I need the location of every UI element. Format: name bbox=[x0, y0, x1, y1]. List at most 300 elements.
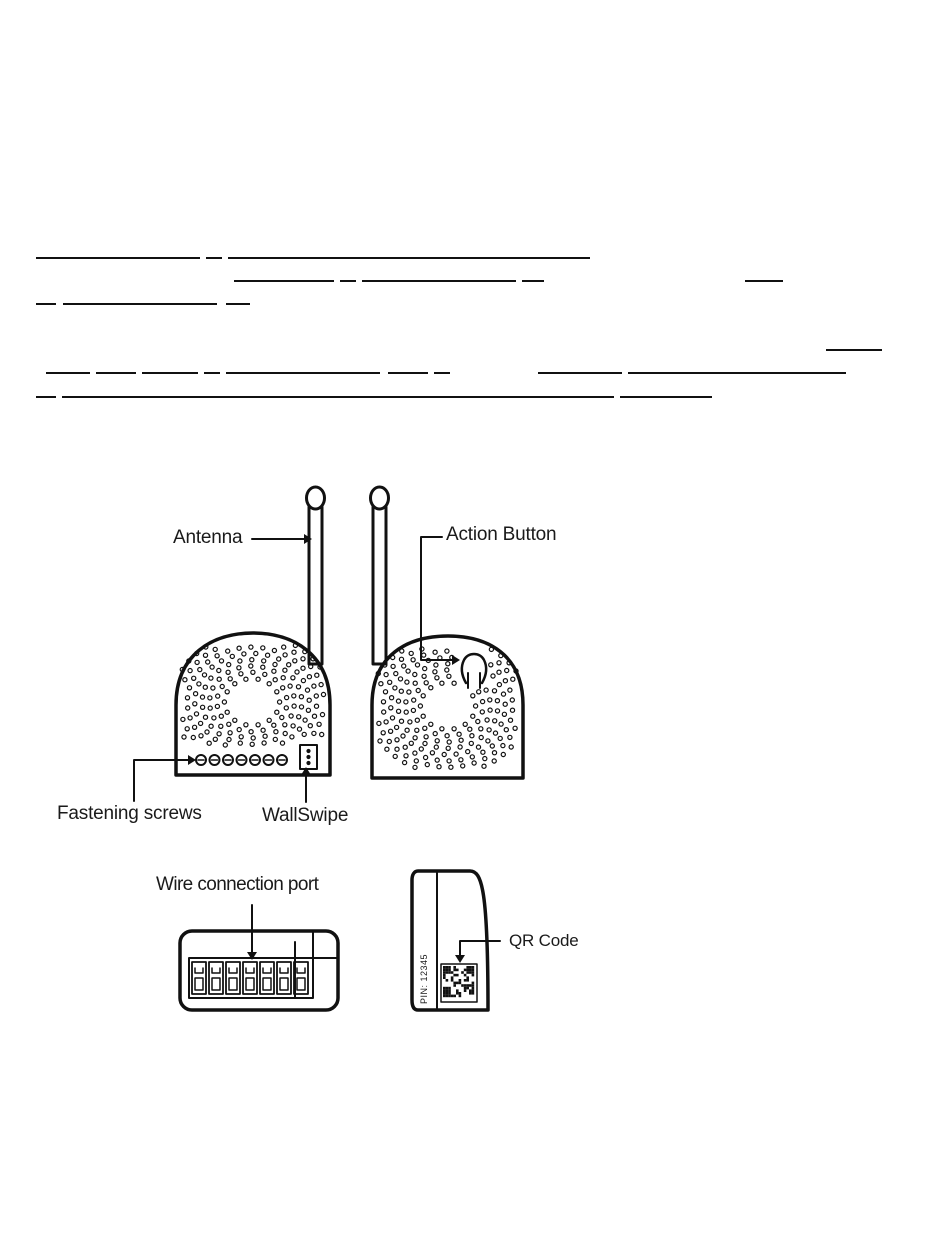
antenna-tip-left bbox=[307, 487, 325, 509]
speaker-dot bbox=[301, 679, 305, 683]
speaker-dot bbox=[405, 728, 409, 732]
qr-module bbox=[472, 992, 475, 995]
speaker-dot bbox=[422, 674, 426, 678]
speaker-dot bbox=[488, 708, 492, 712]
speaker-dot bbox=[215, 704, 219, 708]
speaker-dot bbox=[381, 731, 385, 735]
qr-module bbox=[453, 969, 456, 972]
speaker-dot bbox=[320, 713, 324, 717]
speaker-dot bbox=[470, 755, 474, 759]
speaker-dot bbox=[393, 686, 397, 690]
speaker-dot bbox=[423, 741, 427, 745]
qr-module bbox=[459, 979, 462, 982]
speaker-dot bbox=[267, 682, 271, 686]
pin-label: PIN: 12345 bbox=[419, 953, 429, 1004]
speaker-dot bbox=[479, 735, 483, 739]
speaker-dot bbox=[384, 720, 388, 724]
qr-module bbox=[472, 971, 475, 974]
speaker-dot bbox=[321, 692, 325, 696]
speaker-dot bbox=[226, 649, 230, 653]
qr-module bbox=[453, 982, 456, 985]
qr-module bbox=[456, 969, 459, 972]
speaker-dot bbox=[470, 734, 474, 738]
speaker-dot bbox=[409, 741, 413, 745]
terminal-screw bbox=[195, 978, 203, 990]
terminal-screw bbox=[246, 978, 254, 990]
speaker-dot bbox=[403, 745, 407, 749]
speaker-dot bbox=[400, 649, 404, 653]
qr-module bbox=[446, 969, 449, 972]
speaker-dot bbox=[442, 752, 446, 756]
qr-module bbox=[453, 984, 456, 987]
speaker-dot bbox=[447, 759, 451, 763]
speaker-dot bbox=[482, 764, 486, 768]
qr-module bbox=[443, 995, 446, 998]
speaker-dot bbox=[237, 666, 241, 670]
terminal-screw bbox=[212, 978, 220, 990]
speaker-dot bbox=[274, 730, 278, 734]
speaker-dot bbox=[415, 718, 419, 722]
speaker-dot bbox=[220, 684, 224, 688]
speaker-dot bbox=[501, 744, 505, 748]
qr-module bbox=[443, 966, 446, 969]
speaker-dot bbox=[504, 728, 508, 732]
qr-module bbox=[456, 992, 459, 995]
speaker-dot bbox=[213, 737, 217, 741]
wallswipe-pins bbox=[307, 749, 310, 764]
qr-module bbox=[466, 976, 469, 979]
speaker-dot bbox=[390, 716, 394, 720]
terminal-slot bbox=[263, 968, 271, 973]
qr-module bbox=[443, 976, 446, 979]
speaker-dot bbox=[487, 728, 491, 732]
speaker-dot bbox=[452, 681, 456, 685]
qr-module bbox=[472, 989, 475, 992]
speaker-dot bbox=[510, 698, 514, 702]
speaker-dot bbox=[188, 669, 192, 673]
pin bbox=[307, 749, 310, 752]
speaker-dot bbox=[212, 716, 216, 720]
speaker-dot bbox=[182, 735, 186, 739]
speaker-dot bbox=[301, 657, 305, 661]
speaker-dot bbox=[193, 702, 197, 706]
speaker-dot bbox=[378, 739, 382, 743]
speaker-dot bbox=[413, 765, 417, 769]
speaker-dot bbox=[209, 724, 213, 728]
speaker-dot bbox=[404, 710, 408, 714]
speaker-dot bbox=[511, 677, 515, 681]
qr-module bbox=[456, 982, 459, 985]
speaker-dot bbox=[429, 722, 433, 726]
speaker-dot bbox=[503, 702, 507, 706]
speaker-dot bbox=[402, 664, 406, 668]
speaker-dot bbox=[290, 735, 294, 739]
speaker-dot bbox=[251, 736, 255, 740]
speaker-dot bbox=[210, 665, 214, 669]
speaker-dot bbox=[399, 657, 403, 661]
qr-module bbox=[464, 987, 467, 990]
speaker-dot bbox=[398, 677, 402, 681]
speaker-dot bbox=[471, 694, 475, 698]
speaker-dot bbox=[423, 726, 427, 730]
speaker-dot bbox=[394, 672, 398, 676]
speaker-dot bbox=[284, 706, 288, 710]
speaker-dot bbox=[476, 745, 480, 749]
speaker-dot bbox=[459, 738, 463, 742]
speaker-dot bbox=[267, 718, 271, 722]
speaker-dot bbox=[440, 681, 444, 685]
speaker-dot bbox=[497, 683, 501, 687]
speaker-dot bbox=[283, 668, 287, 672]
speaker-dot bbox=[413, 736, 417, 740]
qr-module bbox=[443, 971, 446, 974]
speaker-dot bbox=[377, 721, 381, 725]
qr-module bbox=[459, 992, 462, 995]
speaker-dot bbox=[308, 724, 312, 728]
speaker-dot bbox=[250, 658, 254, 662]
speaker-dot bbox=[262, 741, 266, 745]
speaker-dot bbox=[472, 761, 476, 765]
speaker-dot bbox=[388, 680, 392, 684]
speaker-dot bbox=[434, 745, 438, 749]
speaker-dot bbox=[192, 676, 196, 680]
speaker-dot bbox=[445, 649, 449, 653]
speaker-dot bbox=[181, 717, 185, 721]
qr-module bbox=[451, 971, 454, 974]
speaker-dot bbox=[391, 655, 395, 659]
speaker-dot bbox=[408, 720, 412, 724]
qr-module bbox=[453, 974, 456, 977]
speaker-dot bbox=[505, 668, 509, 672]
speaker-dot bbox=[383, 690, 387, 694]
qr-module bbox=[453, 966, 456, 969]
terminal-screw bbox=[280, 978, 288, 990]
speaker-dot bbox=[203, 685, 207, 689]
speaker-dot bbox=[278, 700, 282, 704]
speaker-dot bbox=[209, 676, 213, 680]
speaker-dot bbox=[283, 723, 287, 727]
speaker-dot bbox=[293, 659, 297, 663]
speaker-dot bbox=[446, 746, 450, 750]
speaker-dot bbox=[228, 731, 232, 735]
speaker-dot bbox=[217, 732, 221, 736]
speaker-dot bbox=[315, 673, 319, 677]
speaker-dot bbox=[205, 730, 209, 734]
qr-module bbox=[448, 995, 451, 998]
speaker-dot bbox=[295, 670, 299, 674]
speaker-dot bbox=[238, 741, 242, 745]
speaker-dot bbox=[194, 692, 198, 696]
speaker-dot bbox=[283, 731, 287, 735]
speaker-dot bbox=[508, 688, 512, 692]
speaker-dot bbox=[409, 651, 413, 655]
speaker-dot bbox=[250, 742, 254, 746]
speaker-dot bbox=[488, 698, 492, 702]
speaker-dot bbox=[292, 650, 296, 654]
speaker-dot bbox=[256, 677, 260, 681]
qr-module bbox=[472, 982, 475, 985]
speaker-dot bbox=[197, 682, 201, 686]
speaker-dot bbox=[422, 653, 426, 657]
speaker-dot bbox=[191, 735, 195, 739]
qr-module bbox=[472, 969, 475, 972]
speaker-dot bbox=[508, 735, 512, 739]
pin bbox=[307, 755, 310, 758]
speaker-dot bbox=[508, 718, 512, 722]
speaker-dot bbox=[263, 734, 267, 738]
speaker-dot bbox=[393, 754, 397, 758]
qr-module bbox=[464, 984, 467, 987]
qr-module bbox=[443, 987, 446, 990]
action-button-label: Action Button bbox=[446, 524, 557, 545]
qr-module bbox=[469, 966, 472, 969]
speaker-dot bbox=[289, 714, 293, 718]
antenna-wire-right bbox=[373, 507, 386, 664]
speaker-dot bbox=[227, 663, 231, 667]
speaker-dot bbox=[404, 700, 408, 704]
speaker-dot bbox=[503, 679, 507, 683]
speaker-dot bbox=[474, 704, 478, 708]
speaker-dot bbox=[225, 690, 229, 694]
speaker-dot bbox=[480, 710, 484, 714]
qr-module bbox=[443, 989, 446, 992]
speaker-dot bbox=[414, 759, 418, 763]
speaker-dot bbox=[206, 660, 210, 664]
speaker-dot bbox=[437, 765, 441, 769]
speaker-dot bbox=[320, 732, 324, 736]
front-speaker-dots bbox=[180, 643, 325, 747]
speaker-dot bbox=[461, 764, 465, 768]
speaker-dot bbox=[433, 650, 437, 654]
qr-module bbox=[443, 992, 446, 995]
speaker-dot bbox=[239, 672, 243, 676]
speaker-dot bbox=[399, 689, 403, 693]
pin bbox=[307, 761, 310, 764]
speaker-dot bbox=[297, 715, 301, 719]
qr-module bbox=[472, 984, 475, 987]
speaker-dot bbox=[485, 718, 489, 722]
speaker-dot bbox=[275, 690, 279, 694]
speaker-dot bbox=[424, 755, 428, 759]
speaker-dot bbox=[292, 704, 296, 708]
qr-module bbox=[459, 995, 462, 998]
speaker-dot bbox=[484, 688, 488, 692]
fastening-screws bbox=[196, 755, 287, 765]
speaker-dot bbox=[498, 736, 502, 740]
speaker-dot bbox=[381, 700, 385, 704]
speaker-dot bbox=[213, 647, 217, 651]
qr-module bbox=[466, 984, 469, 987]
speaker-dot bbox=[395, 738, 399, 742]
speaker-dot bbox=[404, 754, 408, 758]
speaker-dot bbox=[185, 696, 189, 700]
qr-module bbox=[446, 992, 449, 995]
wire-terminals bbox=[192, 962, 308, 994]
speaker-dot bbox=[244, 723, 248, 727]
speaker-dot bbox=[273, 662, 277, 666]
fastening-screws-label: Fastening screws bbox=[57, 803, 202, 824]
speaker-dot bbox=[312, 714, 316, 718]
speaker-dot bbox=[238, 659, 242, 663]
speaker-dot bbox=[227, 722, 231, 726]
speaker-dot bbox=[382, 710, 386, 714]
speaker-dot bbox=[227, 737, 231, 741]
speaker-dot bbox=[319, 683, 323, 687]
speaker-dot bbox=[430, 751, 434, 755]
speaker-dot bbox=[219, 659, 223, 663]
speaker-dot bbox=[215, 654, 219, 658]
speaker-dot bbox=[510, 708, 514, 712]
qr-module bbox=[443, 969, 446, 972]
qr-module bbox=[469, 969, 472, 972]
speaker-dot bbox=[237, 728, 241, 732]
antenna-label: Antenna bbox=[173, 527, 243, 548]
speaker-dot bbox=[387, 739, 391, 743]
speaker-dot bbox=[389, 729, 393, 733]
speaker-dot bbox=[466, 750, 470, 754]
speaker-dot bbox=[476, 719, 480, 723]
speaker-dot bbox=[481, 750, 485, 754]
speaker-dot bbox=[502, 712, 506, 716]
speaker-dot bbox=[458, 745, 462, 749]
qr-module bbox=[446, 995, 449, 998]
speaker-dot bbox=[281, 686, 285, 690]
speaker-dot bbox=[194, 712, 198, 716]
speaker-dot bbox=[202, 673, 206, 677]
speaker-dot bbox=[459, 758, 463, 762]
speaker-dot bbox=[501, 692, 505, 696]
wire-connection-port-label: Wire connection port bbox=[156, 874, 319, 895]
speaker-dot bbox=[468, 727, 472, 731]
speaker-dot bbox=[299, 695, 303, 699]
speaker-dot bbox=[302, 732, 306, 736]
speaker-dot bbox=[379, 682, 383, 686]
qr-module bbox=[451, 976, 454, 979]
qr-module bbox=[446, 966, 449, 969]
terminal-slot bbox=[280, 968, 288, 973]
qr-module bbox=[466, 979, 469, 982]
speaker-dot bbox=[306, 708, 310, 712]
speaker-dot bbox=[201, 705, 205, 709]
qr-module bbox=[448, 992, 451, 995]
speaker-dot bbox=[291, 724, 295, 728]
speaker-dot bbox=[239, 735, 243, 739]
speaker-dot bbox=[491, 674, 495, 678]
speaker-dot bbox=[418, 704, 422, 708]
speaker-dot bbox=[223, 743, 227, 747]
speaker-dot bbox=[493, 731, 497, 735]
qr-module bbox=[466, 987, 469, 990]
speaker-dot bbox=[219, 714, 223, 718]
qr-module bbox=[448, 969, 451, 972]
wallswipe-label: WallSwipe bbox=[262, 805, 349, 826]
terminal-slot bbox=[195, 968, 203, 973]
speaker-dot bbox=[291, 676, 295, 680]
terminal-screw bbox=[229, 978, 237, 990]
speaker-dot bbox=[471, 714, 475, 718]
speaker-dot bbox=[193, 725, 197, 729]
speaker-dot bbox=[509, 745, 513, 749]
speaker-dot bbox=[187, 686, 191, 690]
speaker-dot bbox=[411, 658, 415, 662]
speaker-dot bbox=[249, 645, 253, 649]
speaker-dot bbox=[203, 715, 207, 719]
speaker-dot bbox=[303, 718, 307, 722]
speaker-dot bbox=[413, 681, 417, 685]
speaker-dot bbox=[307, 675, 311, 679]
speaker-dot bbox=[513, 726, 517, 730]
speaker-dot bbox=[446, 662, 450, 666]
speaker-dot bbox=[281, 676, 285, 680]
speaker-dot bbox=[490, 744, 494, 748]
qr-module bbox=[472, 987, 475, 990]
qr-module bbox=[466, 969, 469, 972]
speaker-dot bbox=[299, 705, 303, 709]
speaker-dot bbox=[297, 727, 301, 731]
speaker-dot bbox=[492, 759, 496, 763]
speaker-dot bbox=[285, 696, 289, 700]
speaker-dot bbox=[256, 723, 260, 727]
speaker-dot bbox=[283, 653, 287, 657]
speaker-dot bbox=[261, 646, 265, 650]
qr-module bbox=[451, 995, 454, 998]
qr-module bbox=[472, 966, 475, 969]
speaker-dot bbox=[277, 657, 281, 661]
speaker-dot bbox=[266, 653, 270, 657]
speaker-dot bbox=[249, 730, 253, 734]
speaker-dot bbox=[188, 716, 192, 720]
speaker-dot bbox=[495, 709, 499, 713]
speaker-dot bbox=[416, 688, 420, 692]
qr-module bbox=[451, 979, 454, 982]
speaker-dot bbox=[185, 727, 189, 731]
qr-module bbox=[464, 974, 467, 977]
qr-module bbox=[466, 971, 469, 974]
speaker-dot bbox=[195, 660, 199, 664]
qr-module bbox=[456, 974, 459, 977]
speaker-dot bbox=[407, 690, 411, 694]
qr-module bbox=[469, 971, 472, 974]
speaker-dot bbox=[305, 688, 309, 692]
speaker-dot bbox=[433, 670, 437, 674]
speaker-dot bbox=[395, 725, 399, 729]
speaker-dot bbox=[403, 761, 407, 765]
qr-module bbox=[464, 989, 467, 992]
speaker-dot bbox=[477, 690, 481, 694]
qr-module bbox=[453, 995, 456, 998]
qr-module bbox=[469, 984, 472, 987]
speaker-dot bbox=[489, 663, 493, 667]
speaker-dot bbox=[186, 706, 190, 710]
qr-module bbox=[448, 987, 451, 990]
qr-module bbox=[461, 984, 464, 987]
speaker-dot bbox=[282, 645, 286, 649]
speaker-dot bbox=[435, 758, 439, 762]
speaker-dot bbox=[222, 700, 226, 704]
speaker-dot bbox=[208, 696, 212, 700]
speaker-dot bbox=[435, 739, 439, 743]
terminal-screw bbox=[297, 978, 305, 990]
speaker-dot bbox=[251, 670, 255, 674]
qr-module bbox=[448, 966, 451, 969]
speaker-dot bbox=[312, 731, 316, 735]
qr-code-label: QR Code bbox=[509, 931, 579, 950]
speaker-dot bbox=[434, 663, 438, 667]
qr-module bbox=[446, 987, 449, 990]
speaker-dot bbox=[216, 694, 220, 698]
qr-module bbox=[448, 971, 451, 974]
speaker-dot bbox=[296, 685, 300, 689]
